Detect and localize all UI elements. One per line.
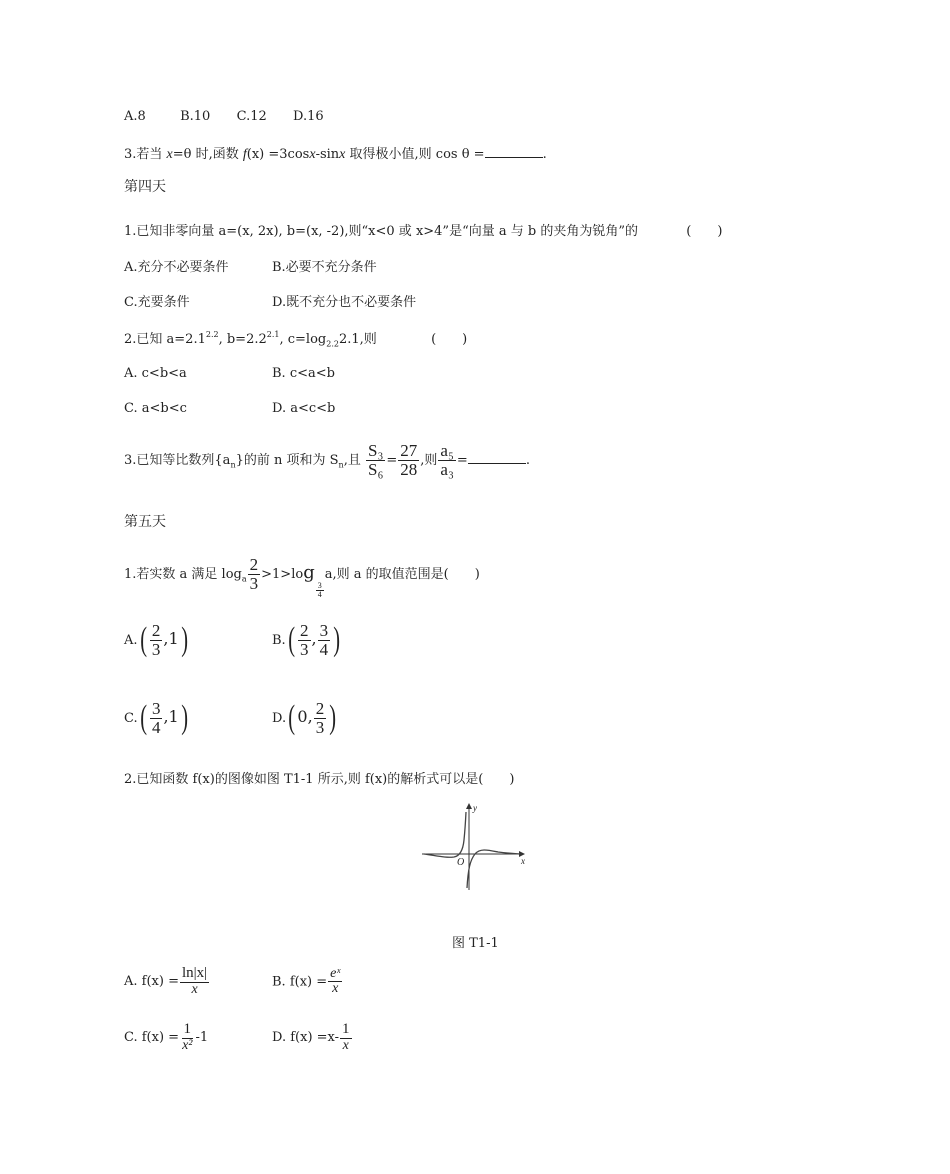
section-title-day4: 第四天 xyxy=(124,179,166,195)
options-row-prev xyxy=(124,110,324,123)
option-d: D.( 0, $\frac{2}{3}$ ) xyxy=(272,699,337,737)
option-b: B. f(x) = $\frac{\text{eˣ}}{x}$ xyxy=(272,965,341,997)
option-c: C.( $\frac{3}{4}$ ,1) xyxy=(124,699,188,737)
curve-left-branch xyxy=(424,812,466,857)
fraction-s3-s6: $\frac{\text{S₃}}{\text{S₆}}$ xyxy=(367,441,384,479)
option-c: C. f(x) = $\frac{1}{\text{x²}}$ -1 xyxy=(124,1021,209,1053)
options-row-day4-1a xyxy=(124,261,377,274)
question-day4-3: 3.已知等比数列$\{a_n\}$的前 n 项和为 $S_n$,且 $\frac{\text{S₃}}{\text{S₆}}$ = $\frac{27}{28}$ ,则 $\frac{\text{a₅}}{\text{a₃}}$ = . xyxy=(124,441,530,479)
option-c: C. a<b<c xyxy=(124,401,187,416)
option-b: B. c<a<b xyxy=(272,366,335,381)
function-graph-figure xyxy=(420,800,532,895)
option-d: D. a<c<b xyxy=(272,401,336,416)
option-a: A. c<b<a xyxy=(124,366,187,381)
fraction-27-28: $\frac{27}{28}$ xyxy=(400,441,418,479)
options-row-day5-1a xyxy=(124,622,342,659)
option-d: D.既不充分也不必要条件 xyxy=(272,295,417,310)
answer-paren: ( ) xyxy=(431,332,468,347)
options-row-day4-2a xyxy=(124,367,335,380)
option-b: B.必要不充分条件 xyxy=(272,260,377,275)
options-row-day5-2a xyxy=(124,966,343,997)
option-b: B.10 xyxy=(180,109,211,124)
option-c: C.12 xyxy=(236,109,267,124)
option-a: A. f(x) = $\frac{\ln|x|}{x}$ xyxy=(124,965,208,997)
option-a: A.充分不必要条件 xyxy=(124,260,229,275)
section-title-day5: 第五天 xyxy=(124,514,166,530)
fraction-a5-a3: $\frac{\text{a₅}}{\text{a₃}}$ xyxy=(440,441,454,479)
figure-caption: 图 T1-1 xyxy=(452,936,499,951)
origin-label: O xyxy=(457,857,465,868)
answer-blank xyxy=(485,145,543,158)
options-row-day4-2b xyxy=(124,402,335,415)
option-d: D.16 xyxy=(293,109,324,124)
axis-label-y: y xyxy=(473,803,477,813)
question-day4-1: 1.已知非零向量 a=(x, 2x), b=(x, -2),则“x<0 或 x>4”是“向量 a 与 b 的夹角为锐角”的 ( ) xyxy=(124,224,723,239)
question-day5-1: 1.若实数 a 满足 $\log_a$ $\frac{2}{3}$ >1>log $\frac{3}{4}$ a,则 a 的取值范围是( ) xyxy=(124,555,480,600)
option-d: D. f(x) =x- $\frac{1}{x}$ xyxy=(272,1021,350,1053)
fraction-sub-3-4: $\frac{3}{4}$ xyxy=(317,580,322,600)
options-row-day5-1b xyxy=(124,700,339,737)
option-b: B.( $\frac{2}{3}$ , $\frac{3}{4}$ ) xyxy=(272,621,341,659)
answer-paren: ( ) xyxy=(686,224,723,239)
fraction-2-3: $\frac{2}{3}$ xyxy=(249,555,259,593)
question-day4-2: 2.已知 $a=2.1^{2.2}$, $b=2.2^{2.1}$, $c=\log_{2.2}2.1$,则 ( ) xyxy=(124,330,468,349)
axis-label-x: x xyxy=(521,856,525,866)
option-a: A.( $\frac{2}{3}$ ,1) xyxy=(124,621,188,659)
answer-blank xyxy=(468,451,526,464)
question-day5-2: 2.已知函数 f(x)的图像如图 T1-1 所示,则 f(x)的解析式可以是( ) xyxy=(124,772,515,787)
options-row-day5-2b xyxy=(124,1022,353,1053)
options-row-day4-1b xyxy=(124,296,416,309)
option-a: A.8 xyxy=(124,109,146,124)
question-prev-3: 3.若当 x=θ 时,函数 f(x) =3cosx-sinx 取得极小值,则 cos θ = . xyxy=(124,147,547,162)
curve-right-branch xyxy=(467,850,520,888)
option-c: C.充要条件 xyxy=(124,295,190,310)
